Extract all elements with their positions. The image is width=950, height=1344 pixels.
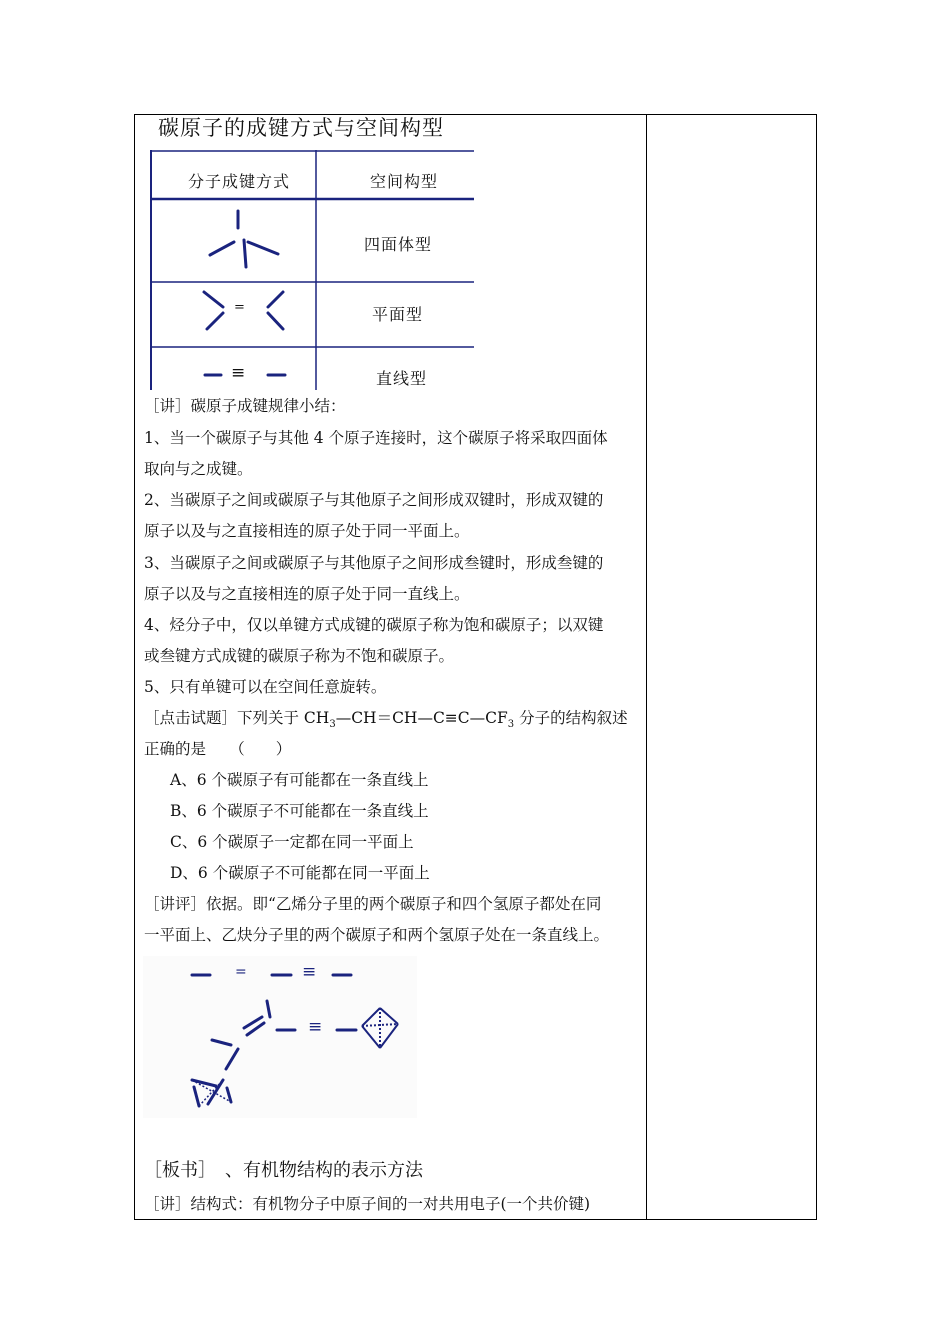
rule-3-line-1: 3、当碳原子之间或碳原子与其他原子之间形成叁键时，形成叁键的 [144, 554, 604, 572]
double-bond-symbol: = [234, 300, 246, 315]
comment-line-2: 一平面上、乙炔分子里的两个碳原子和两个氢原子处在一条直线上。 [144, 926, 610, 944]
shape-tetrahedral: 四面体型 [364, 235, 433, 254]
rule-1-line-1: 1、当一个碳原子与其他 4 个原子连接时，这个碳原子将采取四面体 [144, 429, 608, 447]
struct-triple-bond-2: ≡ [308, 1017, 323, 1037]
question-line-1 [144, 708, 628, 728]
option-d: D、6 个碳原子不可能都在同一平面上 [170, 864, 430, 882]
rule-4-line-2: 或叁键方式成键的碳原子称为不饱和碳原子。 [144, 647, 455, 665]
rule-4-line-1: 4、烃分子中，仅以单键方式成键的碳原子称为饱和碳原子；以双键 [144, 616, 604, 634]
struct-triple-bond-1: ≡ [302, 962, 317, 982]
option-b: B、6 个碳原子不可能都在一条直线上 [170, 802, 429, 820]
comment-line-1: ［讲评］依据。即“乙烯分子里的两个碳原子和四个氢原子都处在同 [144, 895, 602, 913]
molecule-structure-figure [143, 956, 417, 1118]
tetrahedral-bonds [210, 211, 278, 267]
struct-double-bond-1: = [235, 964, 247, 980]
question-line-2: 正确的是 （ ） [144, 740, 292, 758]
question-prefix: ［点击试题］下列关于 CH [144, 709, 330, 727]
shape-linear: 直线型 [376, 369, 428, 388]
figure-title: 碳原子的成键方式与空间构型 [158, 116, 444, 140]
question-suffix: 分子的结构叙述 [514, 709, 628, 727]
question-sub-1: 3 [329, 719, 336, 730]
option-c: C、6 个碳原子一定都在同一平面上 [170, 833, 414, 851]
rule-2-line-1: 2、当碳原子之间或碳原子与其他原子之间形成双键时，形成双键的 [144, 491, 604, 509]
lecture-intro: ［讲］碳原子成键规律小结： [144, 397, 346, 415]
shape-planar: 平面型 [372, 305, 424, 324]
molecule-structure-graphic [143, 956, 417, 1118]
rule-1-line-2: 取向与之成键。 [144, 460, 253, 478]
question-sub-2: 3 [507, 719, 515, 730]
rule-5: 5、只有单键可以在空间任意旋转。 [144, 678, 387, 696]
column-divider [646, 114, 647, 1220]
option-a: A、6 个碳原子有可能都在一条直线上 [170, 771, 429, 789]
rule-2-line-2: 原子以及与之直接相连的原子处于同一平面上。 [144, 522, 470, 540]
bond-type-figure [150, 150, 474, 390]
header-shape: 空间构型 [370, 172, 439, 191]
header-bond-type: 分子成键方式 [188, 172, 291, 191]
question-formula: —CH＝CH—C≡C—CF [335, 709, 508, 727]
board-heading: ［板书］ 、有机物结构的表示方法 [144, 1160, 423, 1181]
rule-3-line-2: 原子以及与之直接相连的原子处于同一直线上。 [144, 585, 470, 603]
structural-formula-line: ［讲］结构式：有机物分子中原子间的一对共用电子(一个共价键) [144, 1195, 591, 1213]
triple-bond-symbol: ≡ [231, 363, 247, 383]
